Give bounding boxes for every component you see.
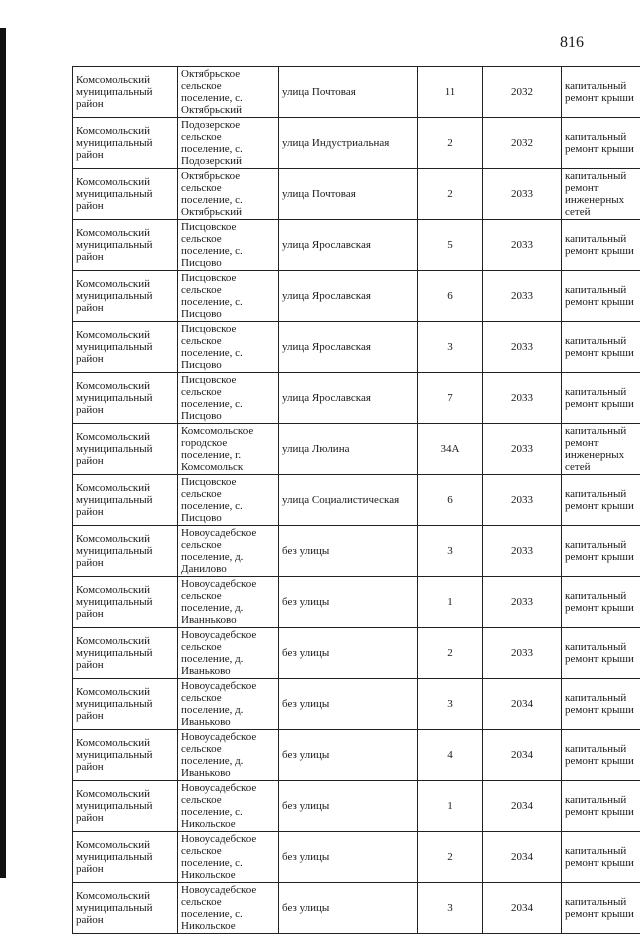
district-cell: Комсомольский муниципальный район (73, 118, 178, 169)
year-cell: 2033 (483, 424, 562, 475)
year-cell: 2033 (483, 628, 562, 679)
year-cell: 2034 (483, 781, 562, 832)
district-cell: Комсомольский муниципальный район (73, 526, 178, 577)
street-cell: улица Ярославская (279, 220, 418, 271)
work-type-cell: капитальный ремонт крыши (562, 781, 640, 832)
work-type-cell: капитальный ремонт крыши (562, 373, 640, 424)
table-row (73, 169, 640, 220)
settlement-cell: Новоусадебское сельское поселение, д. Иваньково (178, 730, 279, 781)
work-type-cell: капитальный ремонт крыши (562, 577, 640, 628)
house-number-cell: 11 (418, 67, 483, 118)
settlement-cell: Новоусадебское сельское поселение, с. Никольское (178, 883, 279, 934)
year-cell: 2034 (483, 679, 562, 730)
house-number-cell: 7 (418, 373, 483, 424)
settlement-cell: Писцовское сельское поселение, с. Писцово (178, 373, 279, 424)
work-type-cell: капитальный ремонт крыши (562, 118, 640, 169)
year-cell: 2034 (483, 832, 562, 883)
table-row (73, 475, 640, 526)
house-number-cell: 3 (418, 322, 483, 373)
district-cell: Комсомольский муниципальный район (73, 475, 178, 526)
housing-repair-table (72, 66, 640, 934)
work-type-cell: капитальный ремонт крыши (562, 220, 640, 271)
settlement-cell: Новоусадебское сельское поселение, д. Иваньково (178, 679, 279, 730)
district-cell: Комсомольский муниципальный район (73, 577, 178, 628)
year-cell: 2033 (483, 577, 562, 628)
table-row (73, 526, 640, 577)
table-row (73, 373, 640, 424)
street-cell: улица Почтовая (279, 169, 418, 220)
year-cell: 2034 (483, 883, 562, 934)
settlement-cell: Писцовское сельское поселение, с. Писцово (178, 271, 279, 322)
settlement-cell: Новоусадебское сельское поселение, с. Никольское (178, 781, 279, 832)
house-number-cell: 2 (418, 169, 483, 220)
settlement-cell: Комсомольское городское поселение, г. Комсомольск (178, 424, 279, 475)
street-cell: улица Ярославская (279, 271, 418, 322)
table-row (73, 832, 640, 883)
table-row (73, 118, 640, 169)
district-cell: Комсомольский муниципальный район (73, 781, 178, 832)
district-cell: Комсомольский муниципальный район (73, 679, 178, 730)
district-cell: Комсомольский муниципальный район (73, 220, 178, 271)
year-cell: 2033 (483, 526, 562, 577)
district-cell: Комсомольский муниципальный район (73, 832, 178, 883)
year-cell: 2033 (483, 475, 562, 526)
year-cell: 2033 (483, 373, 562, 424)
table-row (73, 679, 640, 730)
house-number-cell: 2 (418, 118, 483, 169)
settlement-cell: Октябрьское сельское поселение, с. Октябрьский (178, 169, 279, 220)
table-row (73, 271, 640, 322)
work-type-cell: капитальный ремонт крыши (562, 475, 640, 526)
table-row (73, 628, 640, 679)
table-row (73, 577, 640, 628)
settlement-cell: Писцовское сельское поселение, с. Писцово (178, 220, 279, 271)
table-row (73, 883, 640, 934)
work-type-cell: капитальный ремонт крыши (562, 883, 640, 934)
street-cell: без улицы (279, 730, 418, 781)
table-row (73, 781, 640, 832)
table-row (73, 220, 640, 271)
scan-edge-bar (0, 28, 6, 878)
year-cell: 2032 (483, 67, 562, 118)
year-cell: 2033 (483, 220, 562, 271)
district-cell: Комсомольский муниципальный район (73, 424, 178, 475)
street-cell: улица Ярославская (279, 322, 418, 373)
settlement-cell: Новоусадебское сельское поселение, д. Иваньково (178, 628, 279, 679)
table-body (73, 67, 640, 934)
house-number-cell: 1 (418, 577, 483, 628)
settlement-cell: Подозерское сельское поселение, с. Подозерский (178, 118, 279, 169)
work-type-cell: капитальный ремонт инженерных сетей (562, 424, 640, 475)
street-cell: улица Люлина (279, 424, 418, 475)
work-type-cell: капитальный ремонт крыши (562, 730, 640, 781)
settlement-cell: Новоусадебское сельское поселение, д. Иванньково (178, 577, 279, 628)
page-number: 816 (560, 34, 584, 52)
work-type-cell: капитальный ремонт крыши (562, 526, 640, 577)
work-type-cell: капитальный ремонт крыши (562, 628, 640, 679)
house-number-cell: 3 (418, 526, 483, 577)
table-row (73, 67, 640, 118)
street-cell: улица Индустриальная (279, 118, 418, 169)
house-number-cell: 1 (418, 781, 483, 832)
house-number-cell: 3 (418, 679, 483, 730)
table-row (73, 424, 640, 475)
district-cell: Комсомольский муниципальный район (73, 322, 178, 373)
district-cell: Комсомольский муниципальный район (73, 67, 178, 118)
street-cell: без улицы (279, 781, 418, 832)
street-cell: без улицы (279, 526, 418, 577)
settlement-cell: Писцовское сельское поселение, с. Писцово (178, 475, 279, 526)
settlement-cell: Новоусадебское сельское поселение, д. Данилово (178, 526, 279, 577)
house-number-cell: 4 (418, 730, 483, 781)
table-row (73, 730, 640, 781)
work-type-cell: капитальный ремонт крыши (562, 832, 640, 883)
street-cell: без улицы (279, 883, 418, 934)
house-number-cell: 5 (418, 220, 483, 271)
year-cell: 2032 (483, 118, 562, 169)
settlement-cell: Писцовское сельское поселение, с. Писцово (178, 322, 279, 373)
year-cell: 2033 (483, 271, 562, 322)
table-row (73, 322, 640, 373)
district-cell: Комсомольский муниципальный район (73, 628, 178, 679)
year-cell: 2033 (483, 322, 562, 373)
settlement-cell: Новоусадебское сельское поселение, с. Никольское (178, 832, 279, 883)
house-number-cell: 2 (418, 628, 483, 679)
street-cell: без улицы (279, 577, 418, 628)
district-cell: Комсомольский муниципальный район (73, 271, 178, 322)
work-type-cell: капитальный ремонт крыши (562, 679, 640, 730)
work-type-cell: капитальный ремонт крыши (562, 271, 640, 322)
work-type-cell: капитальный ремонт крыши (562, 67, 640, 118)
district-cell: Комсомольский муниципальный район (73, 883, 178, 934)
district-cell: Комсомольский муниципальный район (73, 373, 178, 424)
street-cell: без улицы (279, 628, 418, 679)
house-number-cell: 6 (418, 475, 483, 526)
street-cell: улица Ярославская (279, 373, 418, 424)
street-cell: улица Социалистическая (279, 475, 418, 526)
district-cell: Комсомольский муниципальный район (73, 169, 178, 220)
year-cell: 2033 (483, 169, 562, 220)
district-cell: Комсомольский муниципальный район (73, 730, 178, 781)
house-number-cell: 34А (418, 424, 483, 475)
work-type-cell: капитальный ремонт крыши (562, 322, 640, 373)
house-number-cell: 3 (418, 883, 483, 934)
street-cell: без улицы (279, 679, 418, 730)
street-cell: улица Почтовая (279, 67, 418, 118)
work-type-cell: капитальный ремонт инженерных сетей (562, 169, 640, 220)
house-number-cell: 6 (418, 271, 483, 322)
street-cell: без улицы (279, 832, 418, 883)
year-cell: 2034 (483, 730, 562, 781)
house-number-cell: 2 (418, 832, 483, 883)
settlement-cell: Октябрьское сельское поселение, с. Октябрьский (178, 67, 279, 118)
